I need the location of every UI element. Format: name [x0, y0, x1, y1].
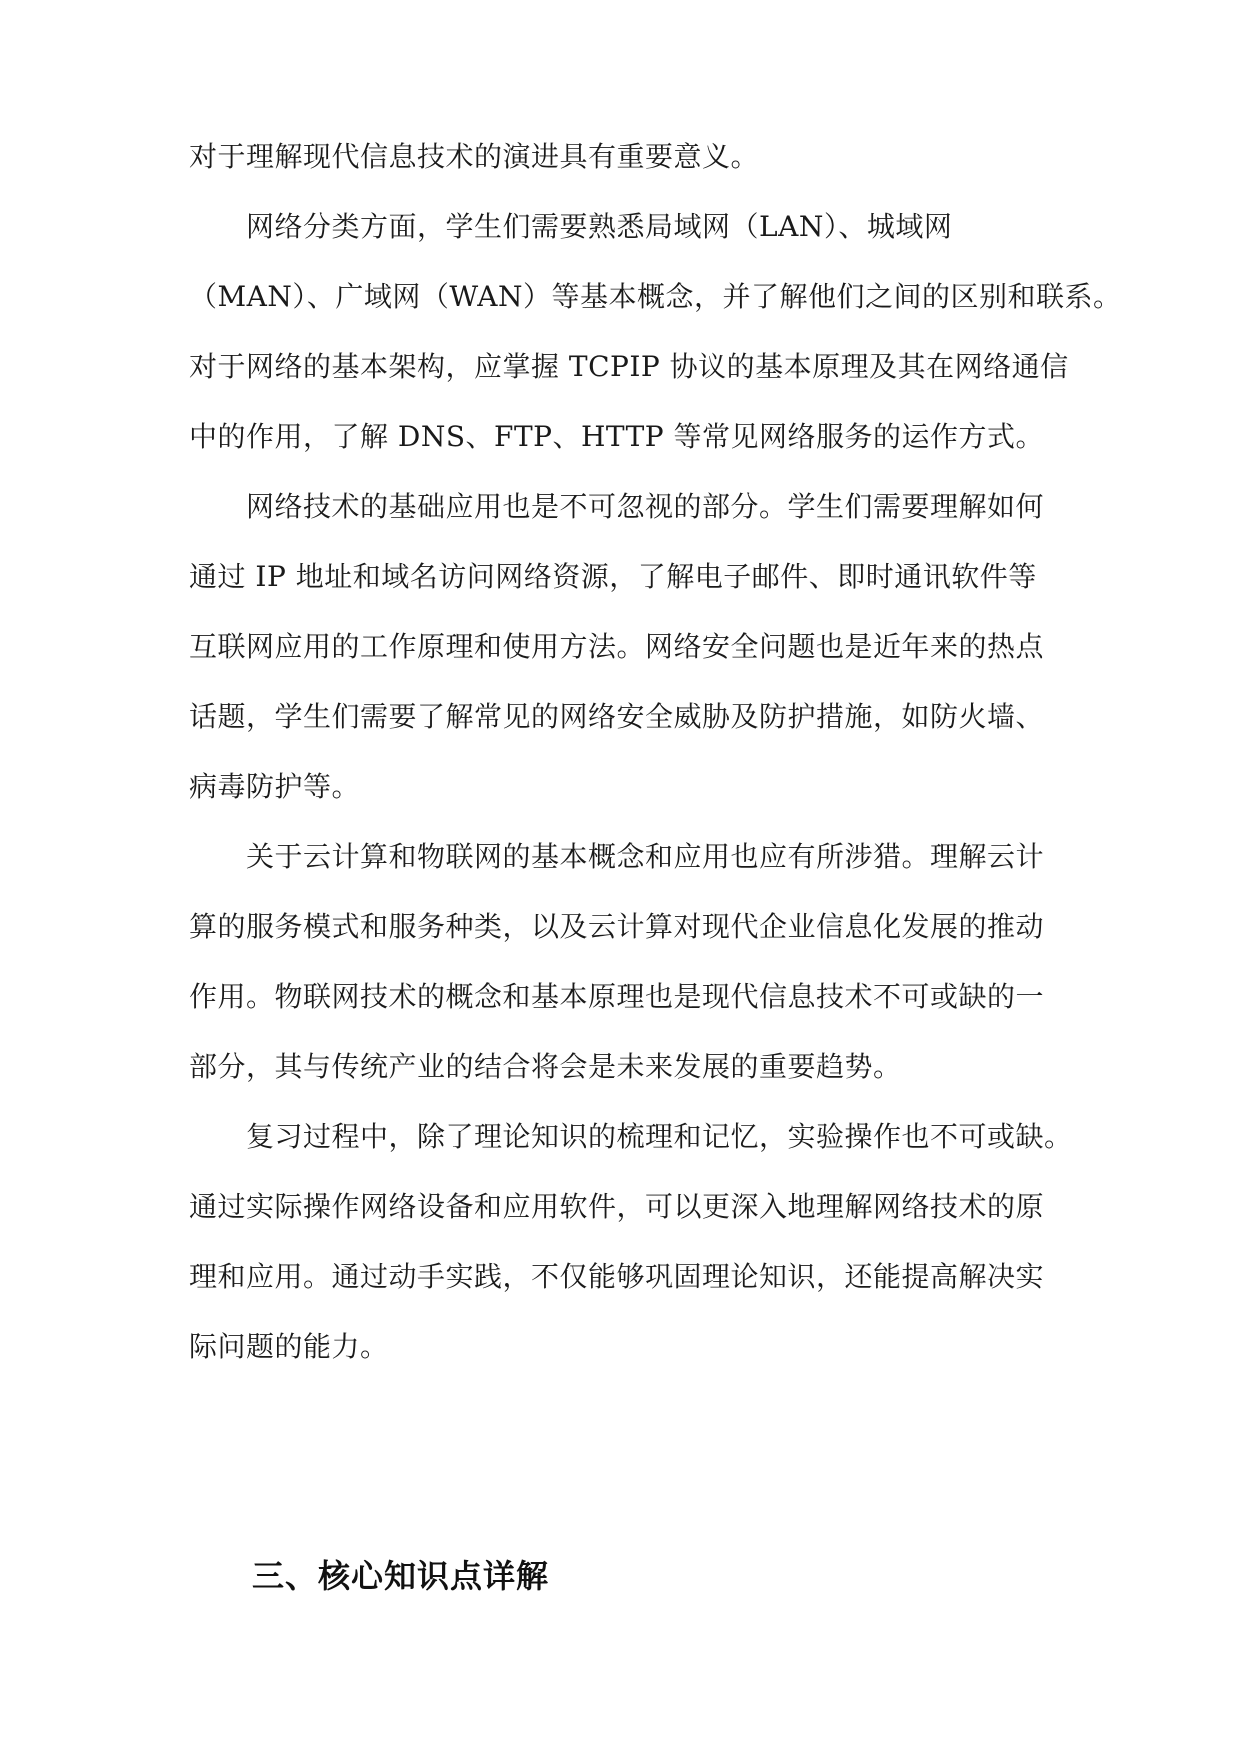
paragraph-line: 部分，其与传统产业的结合将会是未来发展的重要趋势。: [189, 1050, 902, 1083]
paragraph-line: 通过实际操作网络设备和应用软件，可以更深入地理解网络技术的原: [189, 1190, 1045, 1223]
paragraph-line: 话题，学生们需要了解常见的网络安全威胁及防护措施，如防火墙、: [189, 700, 1045, 733]
paragraph-line: 复习过程中，除了理论知识的梳理和记忆，实验操作也不可或缺。: [246, 1120, 1073, 1153]
section-heading: 三、核心知识点详解: [252, 1557, 550, 1595]
paragraph-line: 对于理解现代信息技术的演进具有重要意义。: [189, 140, 760, 173]
paragraph-line: 算的服务模式和服务种类，以及云计算对现代企业信息化发展的推动: [189, 910, 1045, 943]
paragraph-line: 关于云计算和物联网的基本概念和应用也应有所涉猎。理解云计: [246, 840, 1045, 873]
paragraph-line: 作用。物联网技术的概念和基本原理也是现代信息技术不可或缺的一: [189, 980, 1045, 1013]
paragraph-line: 网络分类方面，学生们需要熟悉局域网（LAN）、城域网: [246, 210, 953, 243]
paragraph-line: 际问题的能力。: [189, 1330, 389, 1363]
paragraph-line: 病毒防护等。: [189, 770, 361, 803]
paragraph-line: （MAN）、广域网（WAN）等基本概念，并了解他们之间的区别和联系。: [189, 280, 1122, 313]
paragraph-line: 通过 IP 地址和域名访问网络资源，了解电子邮件、即时通讯软件等: [189, 560, 1037, 593]
paragraph-line: 网络技术的基础应用也是不可忽视的部分。学生们需要理解如何: [246, 490, 1045, 523]
paragraph-line: 对于网络的基本架构，应掌握 TCPIP 协议的基本原理及其在网络通信: [189, 350, 1069, 383]
paragraph-line: 中的作用，了解 DNS、FTP、HTTP 等常见网络服务的运作方式。: [189, 420, 1045, 453]
paragraph-line: 互联网应用的工作原理和使用方法。网络安全问题也是近年来的热点: [189, 630, 1045, 663]
paragraph-line: 理和应用。通过动手实践，不仅能够巩固理论知识，还能提高解决实: [189, 1260, 1045, 1293]
